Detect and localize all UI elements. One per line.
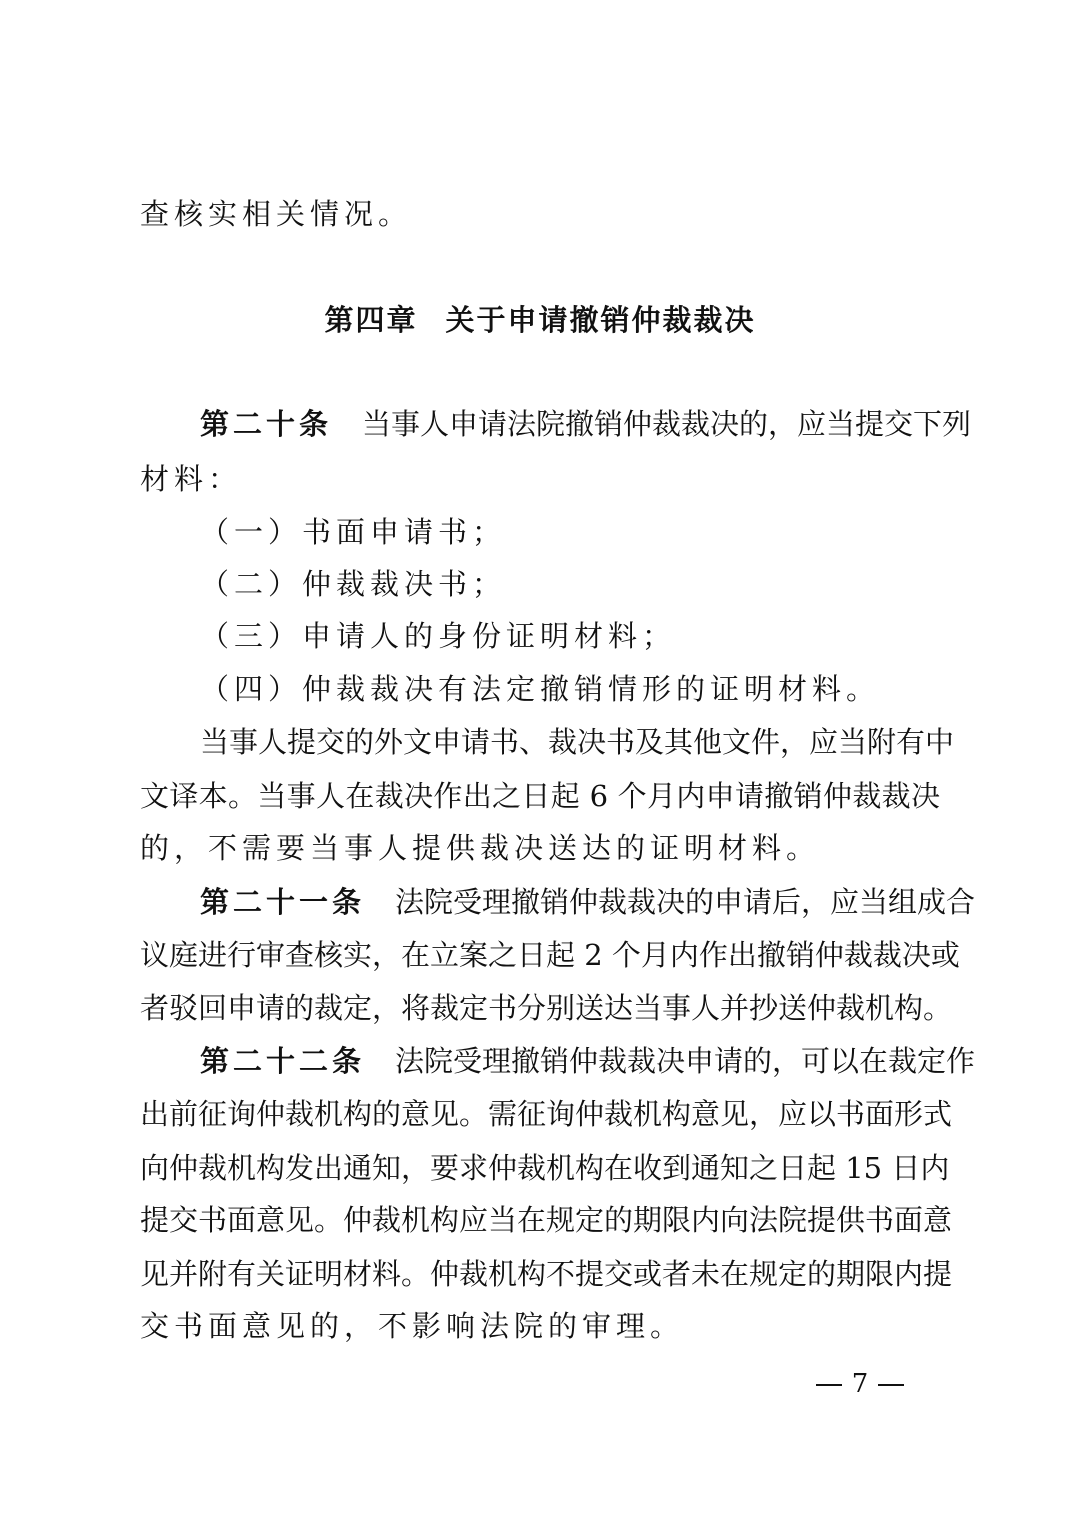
article-21-text-1: 法院受理撤销仲裁裁决的申请后，应当组成合 [395,885,976,919]
article-22-line-6: 交书面意见的，不影响法院的审理。 [140,1309,685,1343]
paragraph-continuation: 查核实相关情况。 [140,197,413,231]
article-21-line-1 [200,882,976,922]
article-21-lead: 第二十一条 [200,885,366,919]
article-22-line-5: 见并附有关证明材料。仲裁机构不提交或者未在规定的期限内提 [140,1257,953,1291]
article-20-para2-line-3: 的，不需要当事人提供裁决送达的证明材料。 [140,831,821,865]
article-20-item-2: （二）仲裁裁决书； [200,567,507,601]
chapter-number: 第四章 [324,303,418,337]
article-22-line-1 [200,1041,976,1081]
page-number [800,1366,920,1402]
dash-right [878,1384,904,1386]
article-20-lead: 第二十条 [200,407,333,441]
chapter-heading [0,300,1080,340]
dash-left [816,1384,842,1386]
article-22-lead: 第二十二条 [200,1044,366,1078]
article-20-item-1: （一）书面申请书； [200,515,507,549]
article-22-line-2: 出前征询仲裁机构的意见。需征询仲裁机构意见，应以书面形式 [140,1097,953,1131]
article-20-text-1: 当事人申请法院撤销仲裁裁决的，应当提交下列 [362,407,972,441]
article-22-text-1: 法院受理撤销仲裁裁决申请的，可以在裁定作 [395,1044,976,1078]
article-20-item-4: （四）仲裁裁决有法定撤销情形的证明材料。 [200,672,881,706]
article-21-line-2: 议庭进行审查核实，在立案之日起 2 个月内作出撤销仲裁裁决或 [140,938,960,972]
article-22-line-4: 提交书面意见。仲裁机构应当在规定的期限内向法院提供书面意 [140,1203,953,1237]
article-20-line-1 [200,404,972,444]
article-20-para2-line-1: 当事人提交的外文申请书、裁决书及其他文件，应当附有中 [200,725,955,759]
article-20-item-3: （三）申请人的身份证明材料； [200,619,677,653]
article-21-line-3: 者驳回申请的裁定，将裁定书分别送达当事人并抄送仲裁机构。 [140,991,953,1025]
chapter-title: 关于申请撤销仲裁裁决 [445,303,756,337]
article-22-line-3: 向仲裁机构发出通知，要求仲裁机构在收到通知之日起 15 日内 [140,1151,950,1185]
article-20-line-2: 材料： [140,462,243,496]
article-20-para2-line-2: 文译本。当事人在裁决作出之日起 6 个月内申请撤销仲裁裁决 [140,779,940,813]
page-number-value: 7 [851,1369,869,1399]
